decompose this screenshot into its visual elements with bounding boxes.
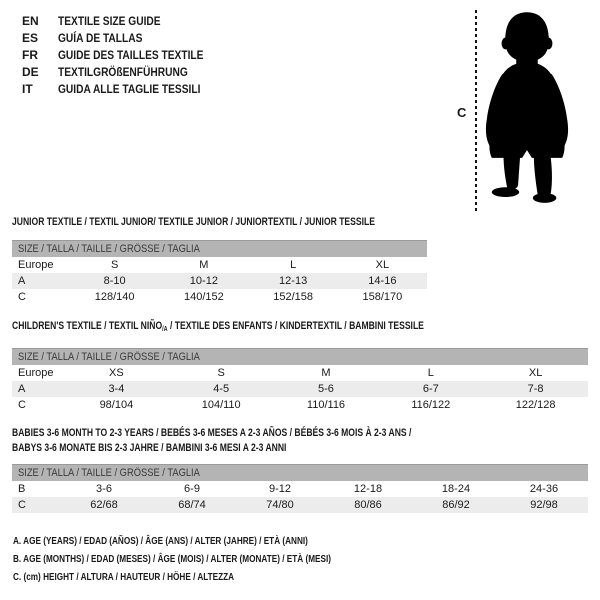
cell: 128/140 <box>94 291 135 303</box>
cell: 86/92 <box>412 497 500 513</box>
table-row-age-months <box>12 481 588 497</box>
language-row-es <box>22 30 229 47</box>
row-label: A <box>12 381 64 397</box>
height-measure-label: C <box>457 105 467 120</box>
language-title: GUÍA DE TALLAS <box>58 31 143 45</box>
table-row-europe <box>12 365 588 381</box>
babies-title-line1: BABIES 3-6 MONTH TO 2-3 YEARS / BEBÉS 3-6 MESES A 2-3 AÑOS / BÉBÉS 3-6 MOIS À 2-3 ANS / <box>12 427 412 439</box>
cell: 8-10 <box>70 273 159 289</box>
cell: 104/110 <box>201 399 241 411</box>
cell: 140/152 <box>183 291 224 303</box>
junior-size-table <box>12 240 427 305</box>
row-label: Europe <box>18 259 54 271</box>
table-row-height <box>12 289 427 305</box>
cell: 62/68 <box>60 497 148 513</box>
language-code: FR <box>22 48 38 62</box>
cell: 12-18 <box>353 483 383 495</box>
cell: S <box>217 367 225 379</box>
language-row-de <box>22 64 229 81</box>
cell: 152/158 <box>273 291 313 303</box>
babies-size-table <box>12 464 588 513</box>
row-label: Europe <box>18 367 54 379</box>
cell: 3-4 <box>64 381 169 397</box>
table-row-height <box>12 397 588 413</box>
cell: 116/122 <box>411 399 451 411</box>
language-legend <box>22 13 229 98</box>
language-row-it <box>22 81 229 98</box>
cell: 6-9 <box>184 483 200 495</box>
cell: 10-12 <box>159 273 248 289</box>
cell: XL <box>528 367 543 379</box>
language-title: GUIDE DES TAILLES TEXTILE <box>58 48 204 62</box>
cell: 5-6 <box>274 381 379 397</box>
babies-title-line2: BABYS 3-6 MONATE BIS 2-3 JAHRE / BAMBINI 3-6 MESI A 2-3 ANNI <box>12 442 287 454</box>
cell: XL <box>375 259 390 271</box>
cell: XS <box>109 367 124 379</box>
row-label: B <box>18 483 26 495</box>
height-measure-dashed-line <box>475 10 477 212</box>
size-header: SIZE / TALLA / TAILLE / GRÖSSE / TAGLIA <box>12 349 588 366</box>
children-section-title: CHILDREN'S TEXTILE / TEXTIL $NIÑO_{/A}$ / TEXTILE DES ENFANTS / KINDERTEXTIL / BAMBINI TESSILE <box>12 320 424 333</box>
cell: 92/98 <box>500 497 588 513</box>
cell: 158/170 <box>362 291 403 303</box>
cell: L <box>290 259 297 271</box>
language-title: GUIDA ALLE TAGLIE TESSILI <box>58 82 201 96</box>
cell: 7-8 <box>483 381 588 397</box>
row-label: C <box>12 497 60 513</box>
cell: 6-7 <box>378 381 483 397</box>
cell: 98/104 <box>99 399 134 411</box>
language-code: DE <box>22 65 39 79</box>
cell: 3-6 <box>96 483 112 495</box>
cell: 68/74 <box>148 497 236 513</box>
subscript: /A <box>162 326 168 333</box>
language-title: TEXTILGRÖßENFÜHRUNG <box>58 65 188 79</box>
cell: 18-24 <box>441 483 471 495</box>
cell: M <box>321 367 331 379</box>
size-header: SIZE / TALLA / TAILLE / GRÖSSE / TAGLIA <box>12 465 588 482</box>
size-header-row <box>12 349 588 366</box>
size-header: SIZE / TALLA / TAILLE / GRÖSSE / TAGLIA <box>12 241 427 258</box>
size-header-row <box>12 465 588 482</box>
footnote-age-months: B. AGE (MONTHS) / EDAD (MESES) / ÂGE (MOIS) / ALTER (MONATE) / ETÀ (MESI) <box>13 554 331 565</box>
row-label: A <box>12 273 70 289</box>
table-row-age <box>12 381 588 397</box>
table-row-age <box>12 273 427 289</box>
row-label: C <box>18 399 26 411</box>
language-code: EN <box>22 14 39 28</box>
cell: M <box>199 259 209 271</box>
size-header-row <box>12 241 427 258</box>
language-code: ES <box>22 31 39 45</box>
language-code: IT <box>22 82 33 96</box>
height-figure <box>440 0 600 230</box>
language-title: TEXTILE SIZE GUIDE <box>58 14 161 28</box>
footnotes <box>13 533 401 587</box>
babies-section-title <box>12 426 461 456</box>
table-row-height <box>12 497 588 513</box>
cell: 74/80 <box>236 497 324 513</box>
cell: S <box>110 259 119 271</box>
children-size-table <box>12 348 588 413</box>
language-row-en <box>22 13 229 30</box>
junior-section-title: JUNIOR TEXTILE / TEXTIL JUNIOR/ TEXTILE JUNIOR / JUNIORTEXTIL / JUNIOR TESSILE <box>12 216 375 228</box>
cell: L <box>427 367 434 379</box>
row-label: C <box>18 291 26 303</box>
cell: 14-16 <box>338 273 427 289</box>
language-row-fr <box>22 47 229 64</box>
children-section <box>12 320 588 413</box>
junior-section <box>12 216 427 305</box>
babies-section <box>12 426 588 513</box>
footnote-height: C. (cm) HEIGHT / ALTURA / HAUTEUR / HÖHE / ALTEZZA <box>13 572 235 583</box>
toddler-silhouette-icon <box>483 8 571 210</box>
cell: 9-12 <box>268 483 292 495</box>
cell: 24-36 <box>529 483 559 495</box>
table-row-europe <box>12 257 427 273</box>
cell: 4-5 <box>169 381 274 397</box>
cell: 80/86 <box>324 497 412 513</box>
cell: 122/128 <box>515 399 556 411</box>
cell: 110/116 <box>306 399 346 411</box>
cell: 12-13 <box>249 273 338 289</box>
footnote-age-years: A. AGE (YEARS) / EDAD (AÑOS) / ÂGE (ANS) / ALTER (JAHRE) / ETÀ (ANNI) <box>13 536 308 547</box>
